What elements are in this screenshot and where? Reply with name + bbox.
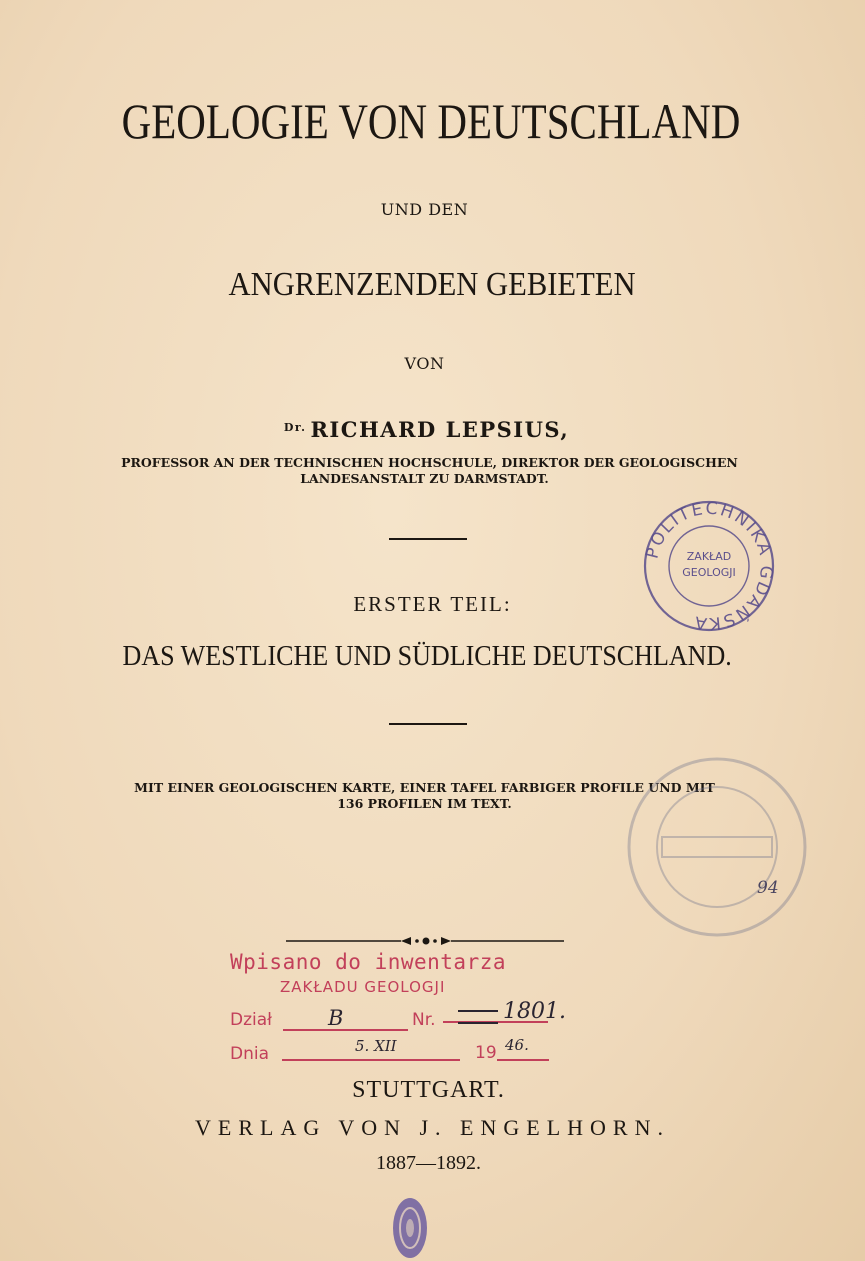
nr-strikeout xyxy=(458,1010,498,1024)
round-stamp-inner-line-2: GEOLOGJI xyxy=(682,566,736,579)
book-subtitle: ANGRENZENDEN GEBIETEN xyxy=(228,266,636,303)
faded-embossed-stamp xyxy=(622,752,812,942)
publication-place: STUTTGART. xyxy=(352,1077,505,1103)
author-prefix: Dr. xyxy=(283,421,307,434)
affiliation-line-1: PROFESSOR AN DER TECHNISCHEN HOCHSCHULE, DIREKTOR DER GEOLOGISCHEN xyxy=(121,455,738,470)
publisher: VERLAG VON J. ENGELHORN. xyxy=(195,1115,670,1140)
note-line-1: MIT EINER GEOLOGISCHEN KARTE, EINER TAFEL FARBIGER PROFILE UND MIT xyxy=(134,780,715,795)
nr-label: Nr. xyxy=(412,1010,436,1030)
dnia-label: Dnia xyxy=(230,1044,270,1064)
nr-value: 1801. xyxy=(503,999,566,1024)
year-underline xyxy=(497,1059,549,1061)
dzial-value: B xyxy=(328,1006,344,1030)
by-line: VON xyxy=(404,354,445,373)
round-stamp-outer-text: POLITECHNIKA GDAŃSKA xyxy=(642,498,777,634)
title-conjunction: UND DEN xyxy=(380,200,469,219)
book-title: GEOLOGIE VON DEUTSCHLAND xyxy=(121,93,741,149)
dnia-value: 5. XII xyxy=(355,1037,397,1055)
year-value: 46. xyxy=(505,1036,529,1054)
author xyxy=(0,417,859,442)
author-name: RICHARD LEPSIUS, xyxy=(310,417,570,442)
inventory-stamp-line-2: ZAKŁADU GEOLOGJI xyxy=(280,978,446,996)
dzial-label: Dział xyxy=(230,1010,272,1030)
library-round-stamp xyxy=(641,498,777,634)
publication-years: 1887—1892. xyxy=(376,1152,481,1174)
margin-note: 94 xyxy=(757,878,779,898)
part-label: ERSTER TEIL: xyxy=(353,592,512,616)
round-stamp-inner-line-1: ZAKŁAD xyxy=(686,550,732,563)
divider-rule-2 xyxy=(389,723,467,725)
purple-oval-seal xyxy=(391,1196,429,1260)
year-prefix: 19 xyxy=(475,1043,497,1063)
divider-rule-1 xyxy=(389,538,467,540)
dnia-underline xyxy=(282,1059,460,1061)
part-title: DAS WESTLICHE UND SÜDLICHE DEUTSCHLAND. xyxy=(122,641,732,672)
dzial-underline xyxy=(283,1029,408,1031)
affiliation-line-2: LANDESANSTALT ZU DARMSTADT. xyxy=(300,471,549,486)
ornamental-divider xyxy=(286,934,566,948)
note-line-2: 136 PROFILEN IM TEXT. xyxy=(337,796,512,811)
inventory-stamp-line-1: Wpisano do inwentarza xyxy=(230,950,507,974)
